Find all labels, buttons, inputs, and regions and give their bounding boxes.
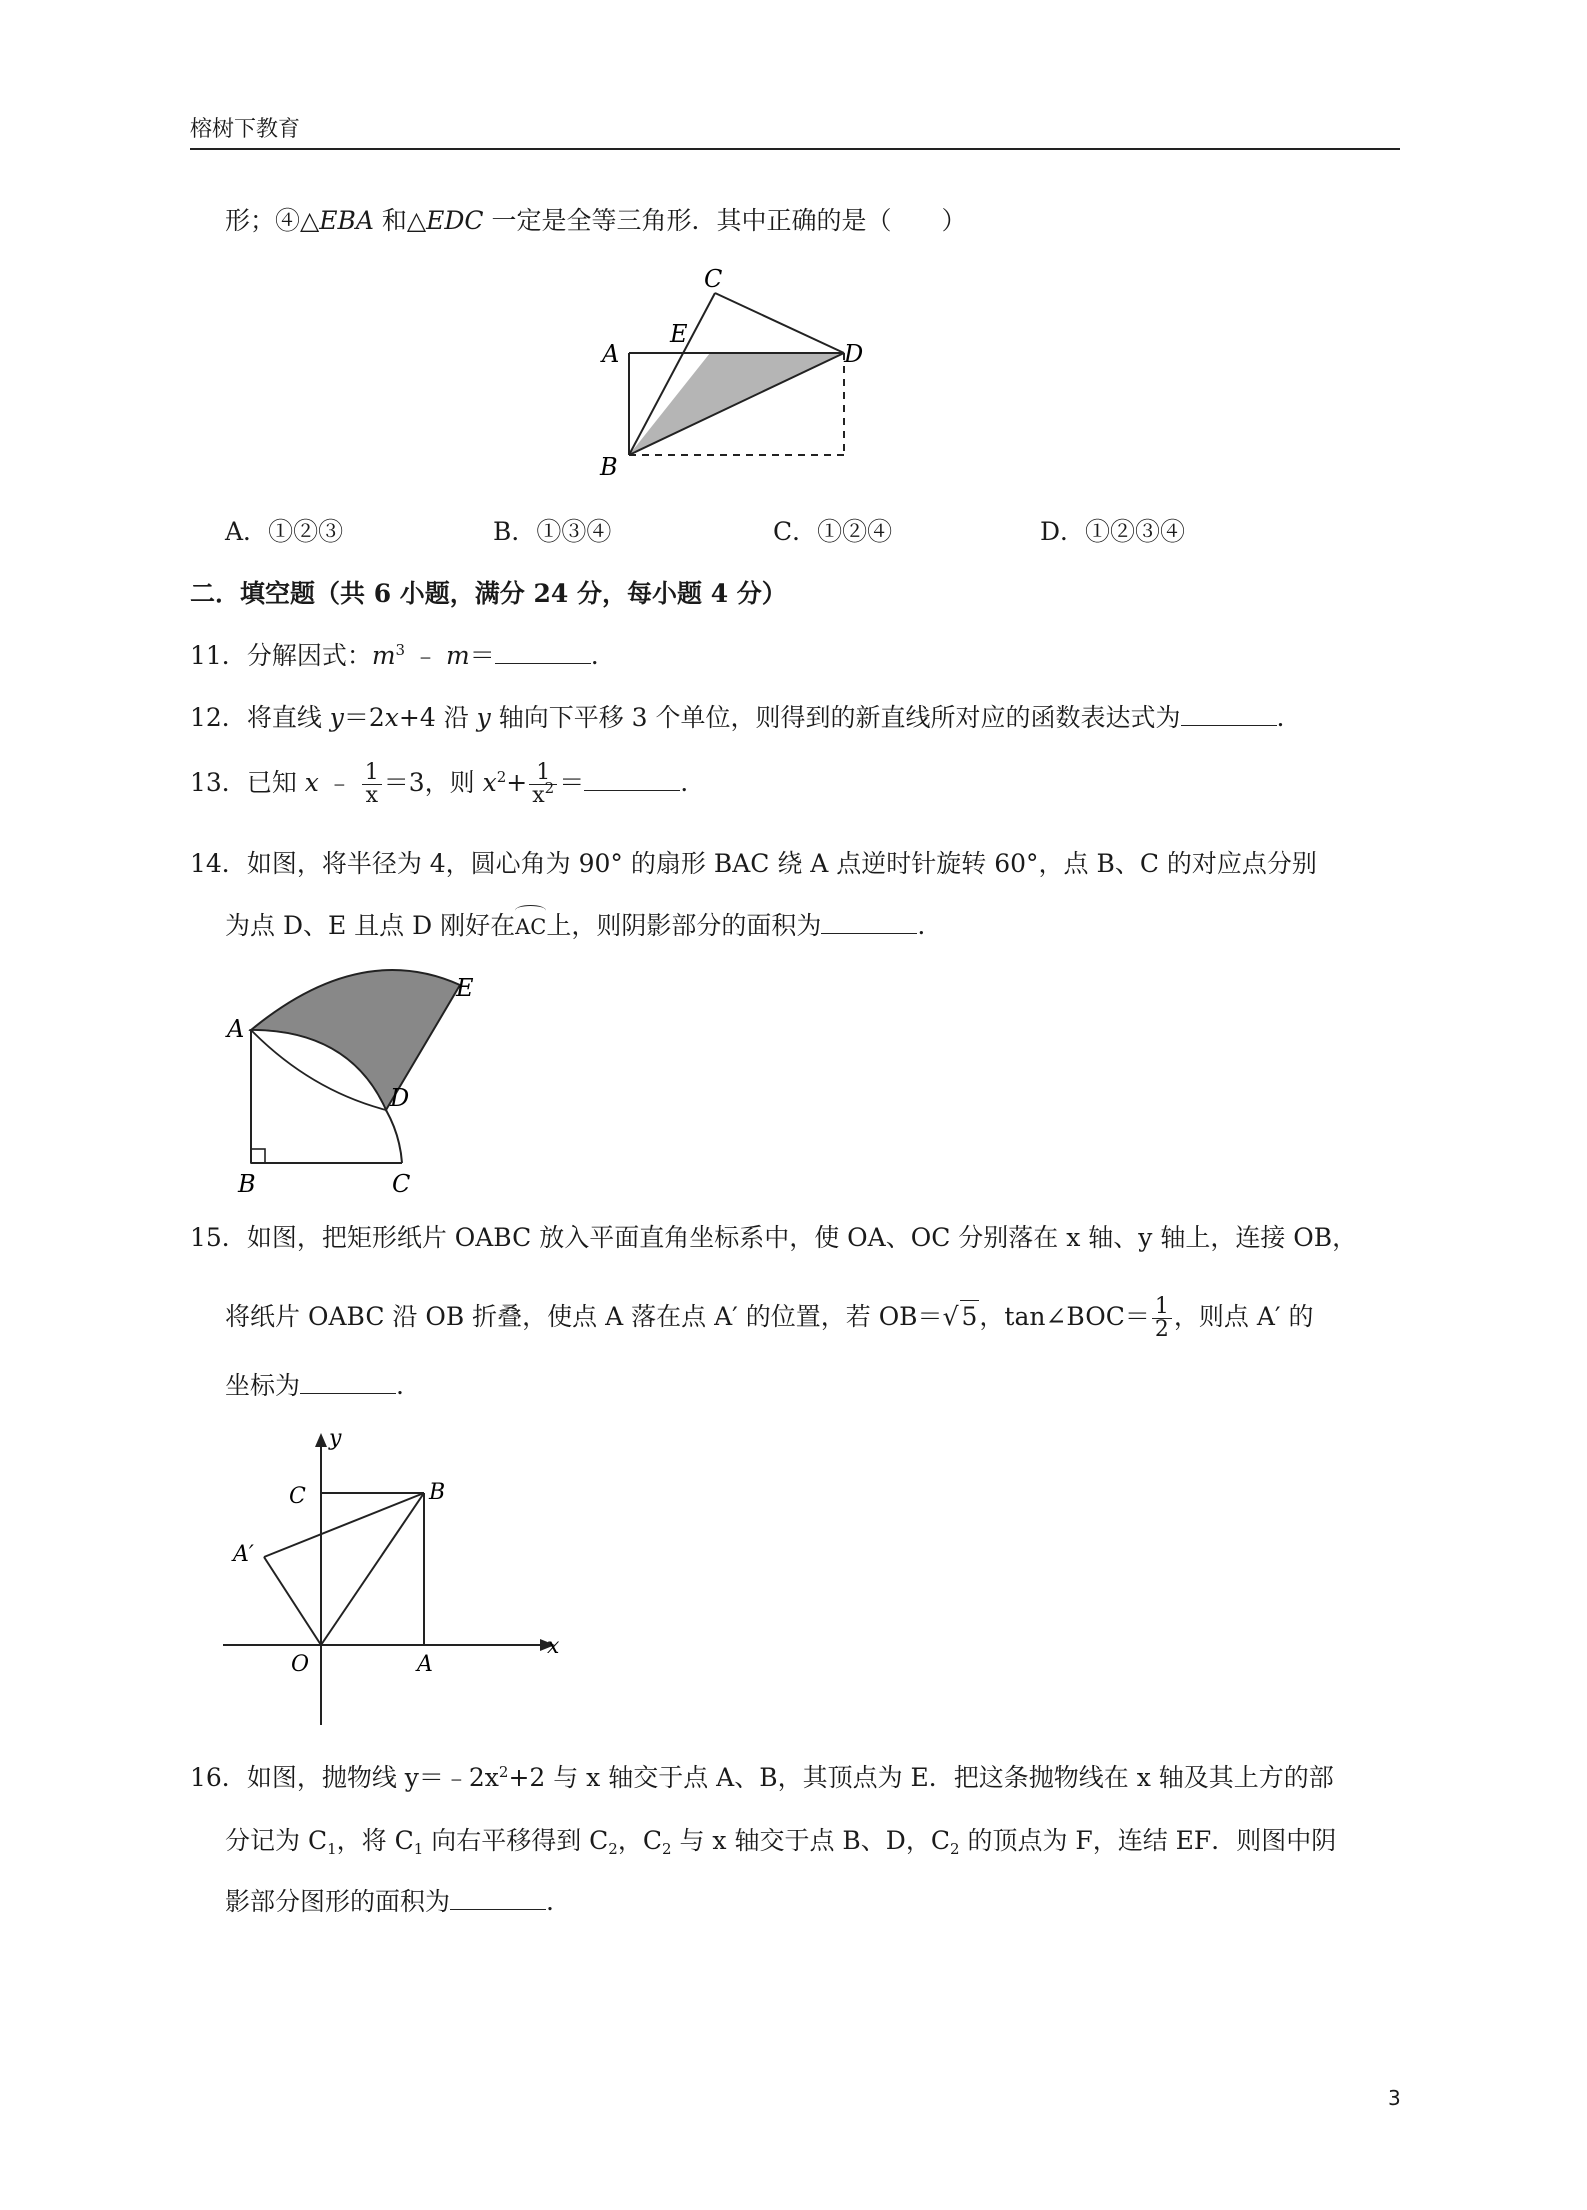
question-16-line3: 影部分图形的面积为 . [225, 1887, 554, 1916]
q14-label-a: A [227, 1015, 245, 1043]
question-16-line1: 16．如图，抛物线 $y=﹣2x^2+2$ 与 x 轴交于点 A、B，其顶点为 E．把这条抛物线在 x 轴及其上方的部 [190, 1763, 1334, 1792]
q10-figure [590, 265, 875, 485]
q10-label-b: B [600, 453, 618, 481]
q14-label-c: C [392, 1170, 411, 1198]
q15-label-o: O [291, 1652, 310, 1677]
q15-figure [215, 1425, 570, 1735]
header-rule [190, 148, 1400, 150]
q10-label-e: E [670, 320, 688, 348]
q14-figure [220, 960, 490, 1205]
fraction: $\frac{1}{x}$ [362, 762, 382, 807]
q15-label-y: y [329, 1426, 342, 1451]
q15-label-x: x [547, 1634, 560, 1659]
q15-label-a-prime: A′ [233, 1542, 254, 1567]
q10-label-c: C [704, 265, 723, 293]
fraction: $\frac{1}{2}$ [1152, 1296, 1172, 1341]
question-12: 12．将直线 y＝2x+4 沿 y 轴向下平移 3 个单位，则得到的新直线所对应的函数表达式为 . [190, 703, 1285, 732]
q10-option-a: A．①②③ [225, 517, 344, 546]
q10-tail: 形；④△EBA 和△EDC 一定是全等三角形．其中正确的是（ ） [225, 206, 967, 235]
answer-blank [584, 770, 680, 791]
answer-blank [300, 1373, 396, 1394]
question-15-line1: 15．如图，把矩形纸片 OABC 放入平面直角坐标系中，使 OA、OC 分别落在 x 轴、y 轴上，连接 OB， [190, 1223, 1358, 1252]
q15-label-b: B [429, 1480, 446, 1505]
answer-blank [821, 913, 917, 934]
fraction: $\frac{1}{x^2}$ [529, 762, 557, 807]
answer-blank [450, 1889, 546, 1910]
question-11: 11．分解因式：$m^3$ ﹣ m＝ . [190, 641, 599, 670]
page-header: 榕树下教育 [190, 117, 301, 142]
question-14-line1: 14．如图，将半径为 4，圆心角为 90° 的扇形 BAC 绕 A 点逆时针旋转 60°，点 B、C 的对应点分别 [190, 849, 1317, 878]
q10-option-d: D．①②③④ [1040, 517, 1186, 546]
question-15-line2: 将纸片 OABC 沿 OB 折叠，使点 A 落在点 A′ 的位置，若 OB＝√ 5，tan∠BOC＝ $\frac{1}{2}$ ，则点 A′ 的 [225, 1294, 1314, 1342]
answer-blank [1181, 705, 1277, 726]
question-13: 13．已知 x ﹣ $\frac{1}{x}$ ＝3，则 $x^2+$ $\frac{1}{x^2}$ ＝ . [190, 760, 689, 808]
question-15-line3: 坐标为 . [225, 1371, 404, 1400]
q10-label-a: A [602, 340, 620, 368]
q14-label-b: B [238, 1170, 256, 1198]
page-number: 3 [1388, 2086, 1401, 2110]
q14-label-d: D [390, 1084, 410, 1112]
q10-option-c: C．①②④ [773, 517, 893, 546]
q15-label-a: A [417, 1652, 433, 1677]
q10-option-b: B．①③④ [493, 517, 612, 546]
q15-label-c: C [289, 1484, 306, 1509]
arc-symbol: AC [515, 911, 546, 943]
question-16-line2: 分记为 $C_1$，将 $C_1$ 向右平移得到 $C_2$，$C_2$ 与 x 轴交于点 B、D，$C_2$ 的顶点为 F，连结 EF．则图中阴 [225, 1826, 1337, 1858]
question-14-line2: 为点 D、E 且点 D 刚好在AC上，则阴影部分的面积为 . [225, 910, 925, 943]
q14-label-e: E [456, 974, 474, 1002]
answer-blank [495, 643, 591, 664]
section-title: 二．填空题（共 6 小题，满分 24 分，每小题 4 分） [190, 579, 787, 608]
q10-label-d: D [844, 340, 864, 368]
